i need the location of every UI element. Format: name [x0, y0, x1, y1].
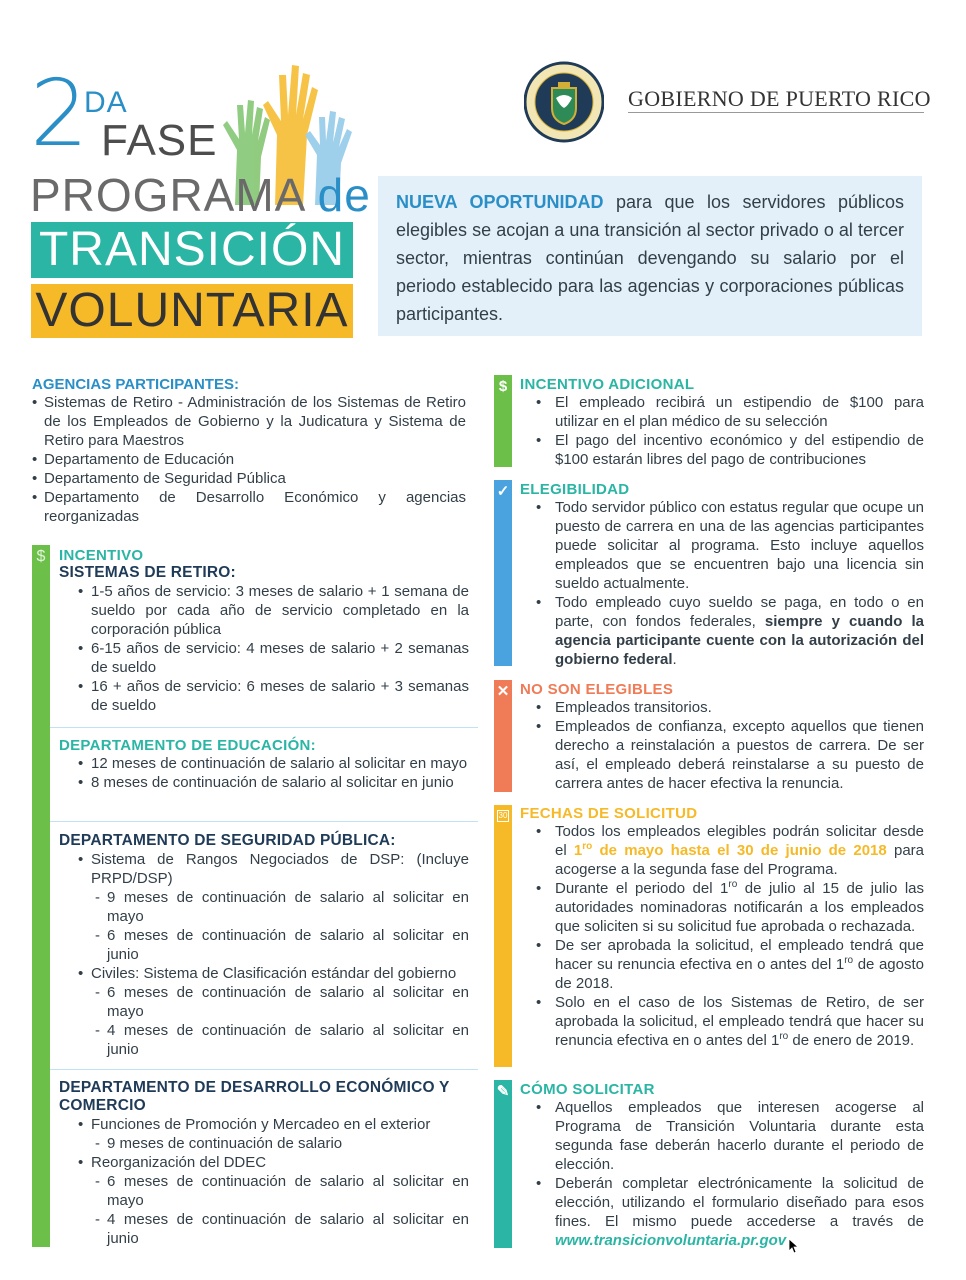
elegibilidad-title: ELEGIBILIDAD [520, 481, 630, 498]
program-line [30, 168, 371, 222]
list-item [520, 879, 924, 936]
ddec-item-1: Funciones de Promoción y Mercadeo en el exterior [91, 1116, 431, 1133]
fechas-hl-sup: ro [582, 841, 593, 852]
government-underline [628, 112, 924, 113]
fechas-sup: ro [844, 955, 854, 966]
fechas-hl-rest: de mayo hasta el 30 de junio de 2018 [592, 842, 887, 859]
list-item: • 16 + años de servicio: 6 meses de salario + 3 semanas de sueldo [75, 677, 469, 715]
incentivo-bar [32, 545, 50, 1247]
section-divider [50, 821, 478, 822]
program-word: PROGRAMA [30, 169, 304, 221]
list-item [75, 1153, 469, 1248]
no-elegibles-section [520, 681, 924, 793]
eleg-bold: siempre y cuando la agencia participante cuente con la autorización del gobierno federal [555, 613, 924, 668]
mouse-cursor-icon [788, 1238, 800, 1254]
elegibilidad-bar [494, 480, 512, 666]
fechas-text-end: de enero de 2019. [788, 1032, 915, 1049]
adicional-title: INCENTIVO ADICIONAL [520, 376, 695, 393]
como-text: Deberán completar electrónicamente la solicitud de elección, utilizando el formulario diseñado para esos fines. El mismo puede accederse a través de [555, 1175, 924, 1230]
x-icon: ✕ [496, 683, 510, 700]
adicional-section [520, 376, 924, 469]
website-link[interactable]: www.transicionvoluntaria.pr.gov [555, 1232, 787, 1249]
dollar-icon: $ [498, 378, 508, 395]
sub-item: - 6 meses de continuación de salario al solicitar en mayo [91, 1172, 469, 1210]
list-item: • Sistemas de Retiro - Administración de los Sistemas de Retiro de los Empleados de Gobierno y la Judicatura y Sistema de Retiro para Maestros [32, 393, 466, 450]
form-pencil-icon: ✎ [496, 1083, 510, 1100]
como-bar [494, 1080, 512, 1248]
sub-item: - 6 meses de continuación de salario al solicitar en junio [91, 926, 469, 964]
fechas-title: FECHAS DE SOLICITUD [520, 805, 698, 822]
intro-highlight: NUEVA OPORTUNIDAD [396, 192, 604, 212]
eleg-text: Todo empleado cuyo sueldo se paga, en todo o en parte, con fondos federales, [555, 594, 924, 630]
list-item: • El empleado recibirá un estipendio de $100 para utilizar en el plan médico de su selección [520, 393, 924, 431]
ddec-title: DEPARTAMENTO DE DESARROLLO ECONÓMICO Y COMERCIO [59, 1079, 450, 1114]
como-title: CÓMO SOLICITAR [520, 1081, 655, 1098]
checkmark-icon: ✓ [496, 483, 510, 500]
list-item: • 1-5 años de servicio: 3 meses de salario + 1 semana de sueldo por cada año de servicio completado en la corporación pública [75, 582, 469, 639]
list-item [75, 964, 469, 1059]
fechas-text: Solo en el caso de los Sistemas de Retiro, de ser aprobada la solicitud, el empleado tendrá que hacer su renuncia efectiva en o antes del 1 [555, 994, 924, 1049]
educacion-title: DEPARTAMENTO DE EDUCACIÓN: [59, 737, 316, 754]
list-item [75, 850, 469, 964]
fechas-text: De ser aprobada la solicitud, el empleado tendrá que hacer su renuncia efectiva en o antes del 1 [555, 937, 924, 973]
list-item [520, 993, 924, 1050]
phase-word: FASE [101, 116, 218, 165]
phase-number: 2 [30, 60, 89, 167]
elegibilidad-section [520, 481, 924, 669]
seguridad-item-2: Civiles: Sistema de Clasificación estándar del gobierno [91, 965, 457, 982]
retiro-section [59, 547, 469, 715]
seguridad-item-1: Sistema de Rangos Negociados de DSP: (Incluye PRPD/DSP) [91, 851, 469, 887]
agencias-section [32, 376, 466, 526]
sub-item: - 4 meses de continuación de salario al solicitar en junio [91, 1021, 469, 1059]
fechas-bar [494, 805, 512, 1067]
eleg-end: . [672, 651, 677, 668]
ddec-section [59, 1079, 469, 1248]
sub-item: - 4 meses de continuación de salario al solicitar en junio [91, 1210, 469, 1248]
list-item: • Empleados transitorios. [520, 698, 924, 717]
title-voluntaria: VOLUNTARIA [31, 284, 353, 338]
list-item [75, 1115, 469, 1153]
list-item: • Empleados de confianza, excepto aquellos que tienen derecho a reinstalación a puestos de carrera. De ser así, el empleado deberá reinstalarse a su puesto de carrera antes de hacer efectiva la renuncia. [520, 717, 924, 793]
retiro-title: SISTEMAS DE RETIRO: [59, 564, 236, 581]
list-item [520, 593, 924, 669]
fechas-section [520, 805, 924, 1050]
government-name: GOBIERNO DE PUERTO RICO [628, 86, 931, 111]
ddec-item-2: Reorganización del DDEC [91, 1154, 267, 1171]
como-section [520, 1081, 924, 1250]
list-item: • Aquellos empleados que interesen acogerse al Programa de Transición Voluntaria durante esta segunda fase deberán hacerlo durante el periodo de elección. [520, 1098, 924, 1174]
list-item [520, 1174, 924, 1250]
sub-item: - 6 meses de continuación de salario al solicitar en mayo [91, 983, 469, 1021]
dollar-icon: $ [36, 548, 46, 565]
section-divider [50, 727, 478, 728]
phase-suffix: DA [84, 86, 128, 119]
program-de: de [317, 169, 371, 221]
section-divider [50, 1069, 478, 1070]
fechas-hl-day: 1 [573, 842, 583, 859]
list-item: • 12 meses de continuación de salario al solicitar en mayo [75, 754, 469, 773]
list-item: • Departamento de Seguridad Pública [32, 469, 466, 488]
calendar-label: 30 [498, 811, 508, 820]
list-item: • El pago del incentivo económico y del estipendio de $100 estarán libres del pago de contribuciones [520, 431, 924, 469]
fechas-text: Durante el periodo del 1 [555, 880, 729, 897]
fechas-text-end: de julio al 15 de julio las autoridades nominadoras notificarán a los empleados que soliciten si su solicitud fue aprobada o rechazada. [555, 880, 924, 935]
incentivo-title: INCENTIVO [59, 547, 144, 564]
seguridad-section [59, 832, 469, 1059]
list-item: • Departamento de Desarrollo Económico y agencias reorganizadas [32, 488, 466, 526]
fechas-sup: ro [779, 1031, 789, 1042]
list-item: • Todo servidor público con estatus regular que ocupe un puesto de carrera en una de las agencias participantes puede solicitar al programa. Esto incluye aquellos empleados que se encuentren bajo una licencia sin sueldo actualmente. [520, 498, 924, 593]
list-item: • Departamento de Educación [32, 450, 466, 469]
fechas-text: Todos los empleados elegibles podrán solicitar desde el [555, 823, 924, 859]
fechas-text-end: para acogerse a la segunda fase del Programa. [555, 842, 924, 878]
fechas-sup: ro [728, 879, 738, 890]
educacion-section [59, 737, 469, 792]
intro-text: para que los servidores públicos elegibles se acojan a una transición al sector privado o al tercer sector, mientras continúan devengando su salario por el periodo establecido para las agencias y corporaciones públicas participantes. [396, 192, 904, 324]
agencias-title: AGENCIAS PARTICIPANTES: [32, 376, 239, 393]
sub-item: - 9 meses de continuación de salario al solicitar en mayo [91, 888, 469, 926]
fechas-highlight [574, 842, 887, 859]
calendar-icon [494, 810, 512, 822]
seguridad-title: DEPARTAMENTO DE SEGURIDAD PÚBLICA: [59, 832, 396, 849]
sub-item: - 9 meses de continuación de salario [91, 1134, 469, 1153]
list-item: • 8 meses de continuación de salario al solicitar en junio [75, 773, 469, 792]
list-item: • 6-15 años de servicio: 4 meses de salario + 2 semanas de sueldo [75, 639, 469, 677]
no-elegibles-title: NO SON ELEGIBLES [520, 681, 674, 698]
title-transicion: TRANSICIÓN [31, 222, 353, 278]
puerto-rico-seal-icon [524, 58, 604, 146]
list-item [520, 936, 924, 993]
list-item [520, 822, 924, 879]
fechas-text-end: de agosto de 2018. [555, 956, 924, 992]
intro-box [378, 176, 922, 336]
